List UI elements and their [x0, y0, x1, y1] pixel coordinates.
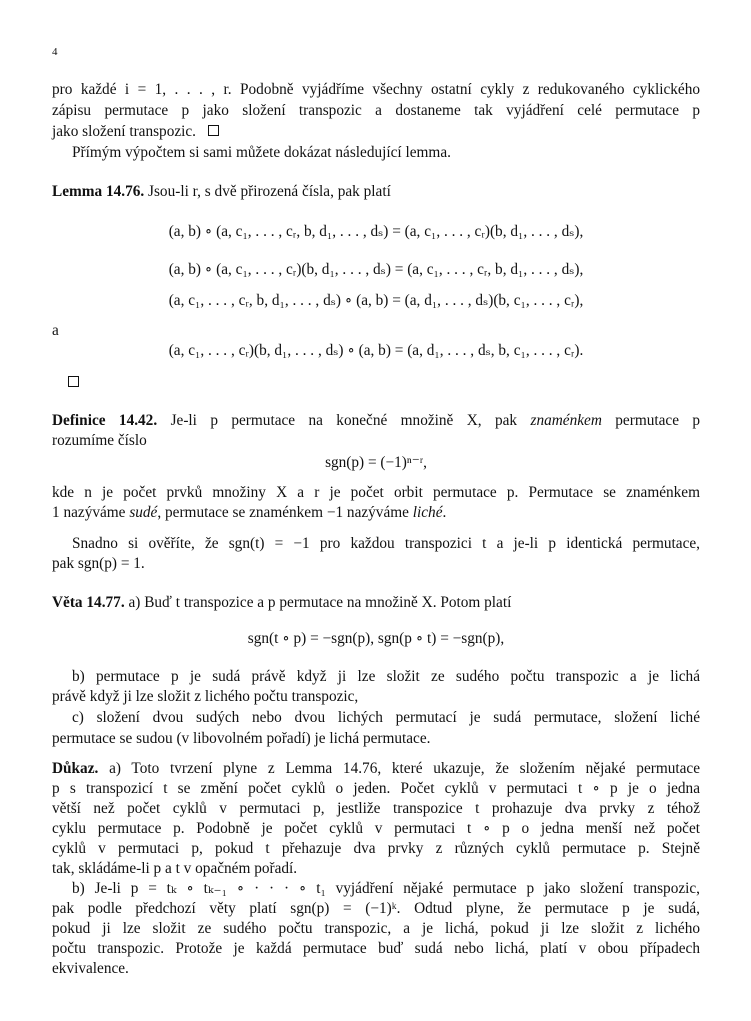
definition-l4-b: , permutace se znaménkem −1 nazýváme — [157, 504, 409, 521]
definition-text-end: permutace p — [615, 412, 701, 429]
theorem-b-line2: právě když ji lze složit z lichého počtu transpozic, — [52, 688, 359, 705]
lemma-heading: Lemma 14.76. — [52, 183, 145, 200]
theorem-c-line2: permutace se sudou (v libovolném pořadí) je lichá permutace. — [52, 730, 431, 747]
para1-line3 — [52, 123, 219, 141]
lemma-equation-3: (a, c₁, . . . , cᵣ, b, d₁, . . . , dₛ) ∘ (a, b) = (a, d₁, . . . , dₛ)(b, c₁, . . . , cᵣ), — [168, 292, 584, 309]
lemma-and: a — [52, 322, 59, 339]
proof-line7: b) Je-li p = tₖ ∘ tₖ₋₁ ∘ · · · ∘ t₁ vyjádření nějaké permutace p jako složení transpozic, — [72, 880, 700, 897]
proof-line11: ekvivalence. — [52, 960, 129, 977]
definition-line2: rozumíme číslo — [52, 432, 147, 449]
theorem-heading: Věta 14.77. — [52, 594, 125, 611]
page-number: 4 — [52, 46, 58, 58]
theorem-text: a) Buď t transpozice a p permutace na množině X. Potom platí — [128, 594, 512, 611]
definition-line3: kde n je počet prvků množiny X a r je počet orbit permutace p. Permutace se znaménkem — [52, 484, 700, 501]
theorem-c-line1: c) složení dvou sudých nebo dvou lichých permutací je sudá permutace, složení liché — [72, 709, 700, 726]
definition-l4-c: . — [442, 504, 447, 521]
proof-line1 — [52, 760, 700, 778]
definition-formula: sgn(p) = (−1)ⁿ⁻ʳ, — [325, 454, 427, 471]
qed-box-icon — [208, 125, 219, 136]
lemma-equation-2: (a, b) ∘ (a, c₁, . . . , cᵣ)(b, d₁, . . . , dₛ) = (a, c₁, . . . , cᵣ, b, d₁, . . . , dₛ), — [168, 261, 584, 278]
proof-line6: tak, skládáme-li p a t v opačném pořadí. — [52, 860, 298, 877]
definition-l4-a: 1 nazýváme — [52, 504, 126, 521]
proof-line5: cyklů v permutaci p, pokud t přehazuje dva prvky z různých cyklů permutace p. Stejně — [52, 840, 700, 857]
definition-text: Je-li p permutace na konečné množině X, pak — [170, 412, 518, 429]
lemma-equation-1: (a, b) ∘ (a, c₁, . . . , cᵣ, b, d₁, . . . , dₛ) = (a, c₁, . . . , cᵣ)(b, d₁, . . . , dₛ), — [168, 223, 584, 240]
para1-line1: pro každé i = 1, . . . , r. Podobně vyjádříme všechny ostatní cykly z redukovaného cyklického — [52, 81, 700, 98]
proof-line4: cyklu permutace p. Podobně je počet cyklů v permutaci t ∘ p o jedna menší než počet — [52, 820, 700, 837]
theorem — [52, 594, 511, 612]
theorem-formula: sgn(t ∘ p) = −sgn(p), sgn(p ∘ t) = −sgn(p), — [247, 630, 505, 647]
definition-line1 — [52, 412, 700, 430]
lemma — [52, 183, 391, 201]
proof-l1-text: a) Toto tvrzení plyne z Lemma 14.76, které ukazuje, že složením nějaké permutace — [109, 760, 701, 777]
para2: Přímým výpočtem si sami můžete dokázat následující lemma. — [72, 144, 451, 161]
proof-heading: Důkaz. — [52, 760, 99, 777]
proof-line2: p s transpozicí t se změní počet cyklů o jeden. Počet cyklů v permutaci t ∘ p je o jedna — [52, 780, 700, 797]
definition-line4 — [52, 504, 446, 522]
qed-box-icon — [68, 376, 79, 387]
term-odd: liché — [412, 504, 443, 521]
proof-line3: větší než počet cyklů v permutaci p, jestliže transpozice t prohazuje dva prvky z téhož — [52, 800, 700, 817]
lemma-text: Jsou-li r, s dvě přirozená čísla, pak platí — [148, 183, 391, 200]
para1-line3-text: jako složení transpozic. — [52, 123, 196, 140]
lemma-equation-4: (a, c₁, . . . , cᵣ)(b, d₁, . . . , dₛ) ∘ (a, b) = (a, d₁, . . . , dₛ, b, c₁, . . . , cᵣ). — [168, 342, 584, 359]
term-even: sudé — [129, 504, 158, 521]
definition-term: znaménkem — [530, 412, 602, 429]
para3-line2: pak sgn(p) = 1. — [52, 555, 145, 572]
theorem-b-line1: b) permutace p je sudá právě když ji lze složit ze sudého počtu transpozic a je lichá — [72, 668, 700, 685]
definition-heading: Definice 14.42. — [52, 412, 158, 429]
para3-line1: Snadno si ověříte, že sgn(t) = −1 pro každou transpozici t a je-li p identická permutace, — [72, 535, 700, 552]
proof-line10: počtu transpozic. Protože je každá permutace buď sudá nebo lichá, platí v obou případech — [52, 940, 700, 957]
proof-line9: pokud ji lze složit ze sudého počtu transpozic, a je lichá, pokud ji lze složit z lichého — [52, 920, 700, 937]
para1-line2: zápisu permutace p jako složení transpozic a dostaneme tak vyjádření celé permutace p — [52, 102, 700, 119]
proof-line8: pak podle předchozí věty platí sgn(p) = (−1)ᵏ. Odtud plyne, že permutace p je sudá, — [52, 900, 700, 917]
